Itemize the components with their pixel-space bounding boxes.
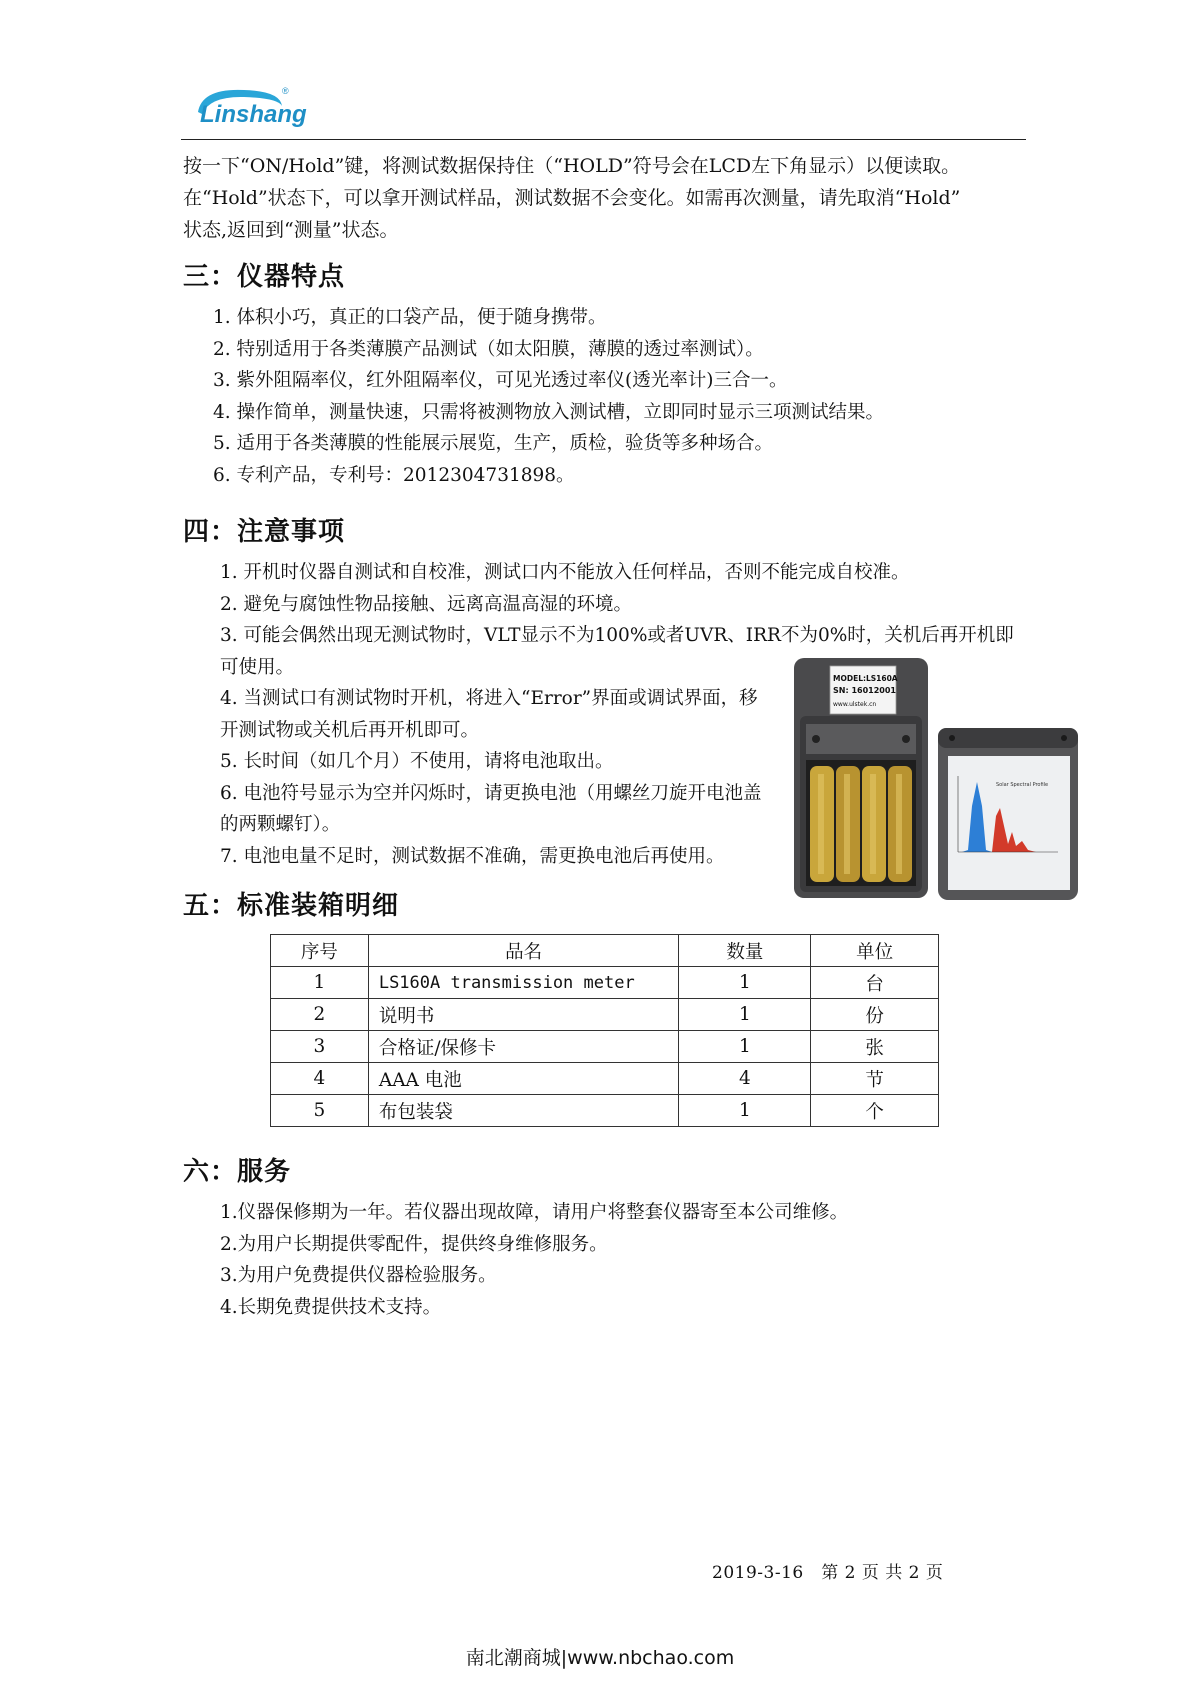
intro-line-3: 状态,返回到“测量”状态。 (183, 219, 399, 241)
cell-index: 4 (271, 1063, 369, 1095)
header-item-name: 品名 (368, 935, 679, 967)
feature-item: 3. 紫外阻隔率仪，红外阻隔率仪，可见光透过率仪(透光率计)三合一。 (213, 370, 788, 391)
cell-unit: 个 (811, 1095, 939, 1127)
linshang-logo (192, 82, 307, 132)
page-footer-date-pages: 2019-3-16 第 2 页 共 2 页 (712, 1563, 944, 1583)
cell-unit: 节 (811, 1063, 939, 1095)
feature-item: 5. 适用于各类薄膜的性能展示展览，生产，质检，验货等多种场合。 (213, 433, 774, 454)
intro-line-2: 在“Hold”状态下，可以拿开测试样品，测试数据不会变化。如需再次测量，请先取消“Hold” (183, 187, 961, 209)
section-features-title: 三：仪器特点 (183, 262, 346, 292)
cell-index: 5 (271, 1095, 369, 1127)
note-item: 3. 可能会偶然出现无测试物时，VLT显示不为100%或者UVR、IRR不为0%时，关机后再开机即可使用。 (220, 625, 1014, 678)
feature-item: 2. 特别适用于各类薄膜产品测试（如太阳膜，薄膜的透过率测试）。 (213, 338, 764, 360)
features-list (213, 302, 1013, 491)
cell-index: 1 (271, 967, 369, 999)
label-web: www.ulstek.cn (833, 701, 877, 708)
cell-quantity: 1 (679, 999, 811, 1031)
cell-quantity: 1 (679, 1031, 811, 1063)
header-unit: 单位 (811, 935, 939, 967)
table-row (271, 1031, 939, 1063)
table-header-row (271, 935, 939, 967)
feature-item: 4. 操作简单，测量快速，只需将被测物放入测试槽，立即同时显示三项测试结果。 (213, 401, 885, 423)
feature-item: 6. 专利产品，专利号：2012304731898。 (213, 464, 575, 486)
label-sn: SN: 16012001 (833, 686, 896, 695)
product-photo (792, 656, 1080, 901)
packing-list-table (270, 934, 939, 1127)
table-row (271, 967, 939, 999)
header-divider (181, 139, 1026, 140)
feature-item: 1. 体积小巧，真正的口袋产品，便于随身携带。 (213, 307, 607, 328)
note-item: 4. 当测试口有测试物时开机，将进入“Error”界面或调试界面，移开测试物或关机后再开机即可。 (220, 688, 758, 741)
section-notes-title: 四：注意事项 (183, 517, 346, 547)
section-packing-title: 五：标准装箱明细 (183, 891, 400, 921)
label-model: MODEL:LS160A (833, 674, 898, 683)
cell-unit: 台 (811, 967, 939, 999)
header-index: 序号 (271, 935, 369, 967)
note-item: 7. 电池电量不足时，测试数据不准确，需更换电池后再使用。 (220, 845, 725, 867)
site-footer-link[interactable]: 南北潮商城|www.nbchao.com (465, 1647, 735, 1669)
cell-quantity: 4 (679, 1063, 811, 1095)
cell-item-name: 布包装袋 (368, 1095, 679, 1127)
table-row (271, 1095, 939, 1127)
note-item: 6. 电池符号显示为空并闪烁时，请更换电池（用螺丝刀旋开电池盖的两颗螺钉）。 (220, 782, 762, 835)
note-item: 1. 开机时仪器自测试和自校准，测试口内不能放入任何样品，否则不能完成自校准。 (220, 562, 910, 583)
cell-item-name: AAA 电池 (368, 1063, 679, 1095)
table-row (271, 1063, 939, 1095)
cell-item-name: 说明书 (368, 999, 679, 1031)
card-chart-title: Solar Spectral Profile (996, 782, 1049, 788)
section-service-title: 六：服务 (183, 1157, 292, 1187)
cell-unit: 份 (811, 999, 939, 1031)
note-item: 5. 长时间（如几个月）不使用，请将电池取出。 (220, 751, 614, 772)
header-quantity: 数量 (679, 935, 811, 967)
note-item: 2. 避免与腐蚀性物品接触、远离高温高湿的环境。 (220, 593, 633, 615)
service-list (220, 1197, 1020, 1323)
cell-item-name: 合格证/保修卡 (368, 1031, 679, 1063)
service-item: 2.为用户长期提供零配件，提供终身维修服务。 (220, 1233, 608, 1255)
cell-quantity: 1 (679, 967, 811, 999)
service-item: 3.为用户免费提供仪器检验服务。 (220, 1265, 497, 1286)
cell-index: 3 (271, 1031, 369, 1063)
logo-text: Linshang (200, 101, 307, 128)
cell-unit: 张 (811, 1031, 939, 1063)
service-item: 1.仪器保修期为一年。若仪器出现故障，请用户将整套仪器寄至本公司维修。 (220, 1202, 849, 1223)
cell-quantity: 1 (679, 1095, 811, 1127)
service-item: 4.长期免费提供技术支持。 (220, 1296, 442, 1318)
cell-index: 2 (271, 999, 369, 1031)
intro-line-1: 按一下“ON/Hold”键，将测试数据保持住（“HOLD”符号会在LCD左下角显示）以便读取。 (183, 155, 961, 177)
logo-registered-mark: ® (282, 86, 289, 96)
table-row (271, 999, 939, 1031)
cell-item-name: LS160A transmission meter (368, 967, 679, 999)
